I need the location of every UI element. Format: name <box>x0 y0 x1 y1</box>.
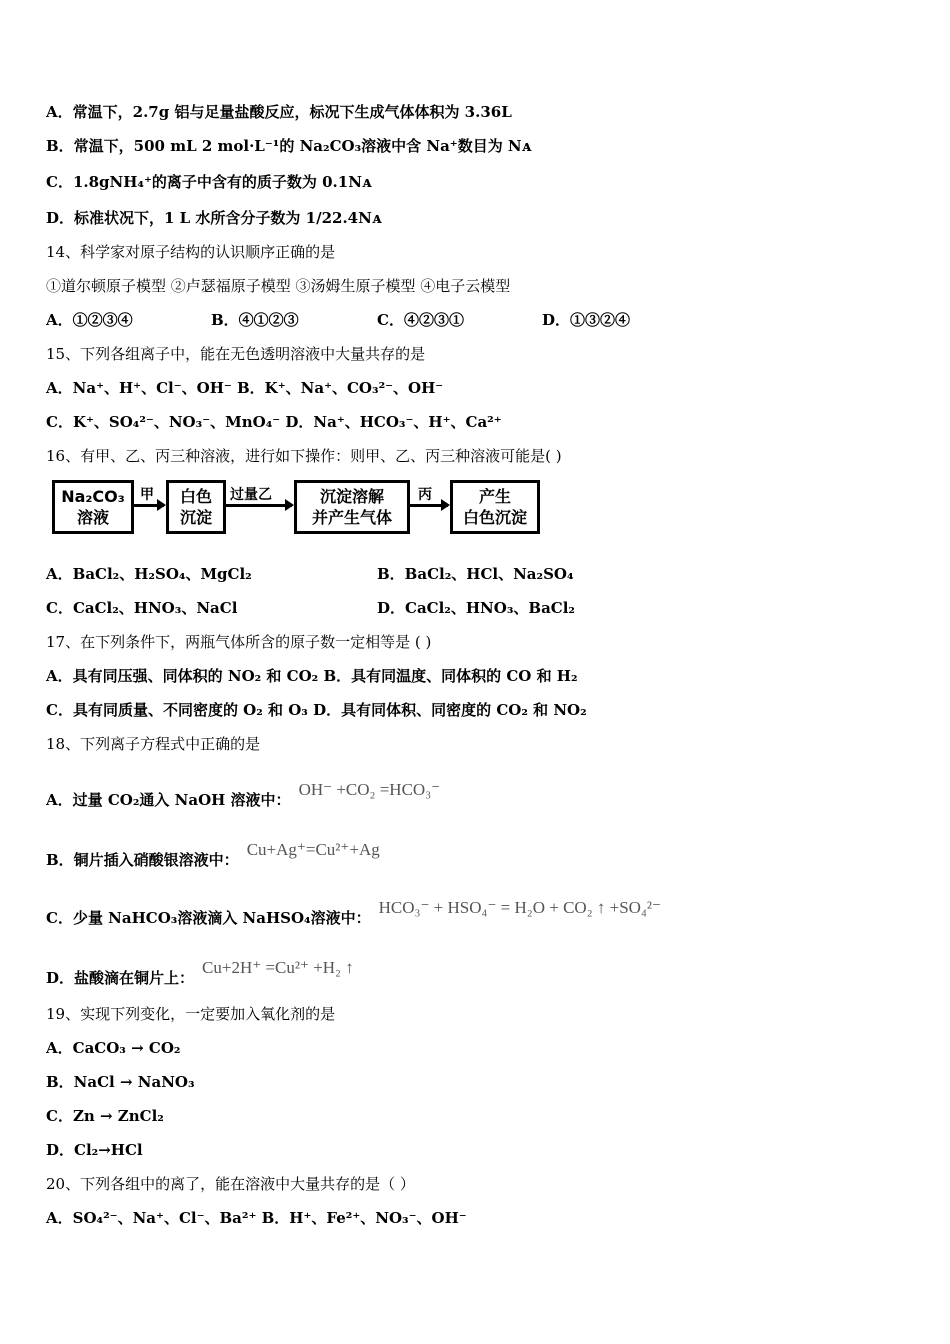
flow-box-na2co3: Na₂CO₃ 溶液 <box>52 480 134 534</box>
q18-option-a-text: A．过量 CO₂通入 NaOH 溶液中： <box>46 791 291 809</box>
q16-options-row1 <box>46 564 574 584</box>
q16-option-b: B．BaCl₂、HCl、Na₂SO₄ <box>377 565 574 583</box>
q14-stem: 14、科学家对原子结构的认识顺序正确的是 <box>46 243 336 261</box>
q20-stem: 20、下列各组中的离了，能在溶液中大量共存的是（ ） <box>46 1175 415 1193</box>
q15-options-ab: A．Na⁺、H⁺、Cl⁻、OH⁻ B．K⁺、Na⁺、CO₃²⁻、OH⁻ <box>46 379 444 397</box>
q16-option-c: C．CaCl₂、HNO₃、NaCl <box>46 599 238 617</box>
q17-options-cd: C．具有同质量、不同密度的 O₂ 和 O₃ D．具有同体积、同密度的 CO₂ 和 NO₂ <box>46 701 587 719</box>
q18-option-b-text: B．铜片插入硝酸银溶液中： <box>46 851 239 869</box>
q14-option-b: B．④①②③ <box>211 311 299 329</box>
q18-option-b <box>46 840 380 870</box>
q18-option-d <box>46 958 354 988</box>
q17-options-ab: A．具有同压强、同体积的 NO₂ 和 CO₂ B．具有同温度、同体积的 CO 和 H₂ <box>46 667 578 685</box>
q13-option-a: A．常温下，2.7g 铝与足量盐酸反应，标况下生成气体体积为 3.36L <box>46 103 512 121</box>
q14-option-d: D．①③②④ <box>542 311 631 329</box>
q14-models: ①道尔顿原子模型 ②卢瑟福原子模型 ③汤姆生原子模型 ④电子云模型 <box>46 277 511 295</box>
flow-arrow-label-1: 甲 <box>140 487 154 503</box>
q19-option-a: A．CaCO₃ → CO₂ <box>46 1039 181 1057</box>
q15-stem: 15、下列各组离子中，能在无色透明溶液中大量共存的是 <box>46 345 426 363</box>
q17-stem: 17、在下列条件下，两瓶气体所含的原子数一定相等是 ( ) <box>46 633 432 651</box>
q16-option-a: A．BaCl₂、H₂SO₄、MgCl₂ <box>46 565 252 583</box>
q18-option-c <box>46 898 661 928</box>
q18-equation-b: Cu+Ag⁺=Cu²⁺+Ag <box>246 840 380 859</box>
flow-arrow-2 <box>226 504 292 507</box>
flow-box-produce-precipitate: 产生 白色沉淀 <box>450 480 540 534</box>
q18-option-c-text: C．少量 NaHCO₃溶液滴入 NaHSO₄溶液中： <box>46 909 371 927</box>
q19-option-c: C．Zn → ZnCl₂ <box>46 1107 164 1125</box>
q20-options-ab: A．SO₄²⁻、Na⁺、Cl⁻、Ba²⁺ B．H⁺、Fe²⁺、NO₃⁻、OH⁻ <box>46 1209 467 1227</box>
q18-option-a <box>46 780 440 810</box>
q16-option-d: D．CaCl₂、HNO₃、BaCl₂ <box>377 599 575 617</box>
q19-option-b: B．NaCl → NaNO₃ <box>46 1073 195 1091</box>
q13-option-b: B．常温下，500 mL 2 mol·L⁻¹的 Na₂CO₃溶液中含 Na⁺数目为 Nᴀ <box>46 137 532 155</box>
q14-option-a: A．①②③④ <box>46 311 133 329</box>
q16-options-row2 <box>46 598 575 618</box>
q18-equation-c: HCO₃⁻ + HSO₄⁻ = H₂O + CO₂ ↑ +SO₄²⁻ <box>378 898 661 917</box>
q18-option-d-text: D．盐酸滴在铜片上： <box>46 969 195 987</box>
q16-flow-diagram <box>52 480 542 542</box>
flow-box-dissolve-gas: 沉淀溶解 并产生气体 <box>294 480 410 534</box>
q19-option-d: D．Cl₂→HCl <box>46 1141 143 1159</box>
q19-stem: 19、实现下列变化，一定要加入氧化剂的是 <box>46 1005 336 1023</box>
q13-option-d: D．标准状况下，1 L 水所含分子数为 1/22.4Nᴀ <box>46 209 382 227</box>
flow-box-white-precipitate: 白色 沉淀 <box>166 480 226 534</box>
flow-arrow-label-2: 过量乙 <box>230 487 272 503</box>
flow-arrow-3 <box>410 504 448 507</box>
q18-equation-a: OH⁻ +CO₂ =HCO₃⁻ <box>298 780 441 799</box>
q13-option-c: C．1.8gNH₄⁺的离子中含有的质子数为 0.1Nᴀ <box>46 173 372 191</box>
flow-arrow-1 <box>134 504 164 507</box>
q14-option-c: C．④②③① <box>377 311 464 329</box>
q15-options-cd: C．K⁺、SO₄²⁻、NO₃⁻、MnO₄⁻ D．Na⁺、HCO₃⁻、H⁺、Ca²⁺ <box>46 413 502 431</box>
q18-equation-d: Cu+2H⁺ =Cu²⁺ +H₂ ↑ <box>202 958 354 977</box>
q18-stem: 18、下列离子方程式中正确的是 <box>46 735 261 753</box>
q16-stem: 16、有甲、乙、丙三种溶液，进行如下操作：则甲、乙、丙三种溶液可能是( ) <box>46 447 562 465</box>
flow-arrow-label-3: 丙 <box>418 487 432 503</box>
